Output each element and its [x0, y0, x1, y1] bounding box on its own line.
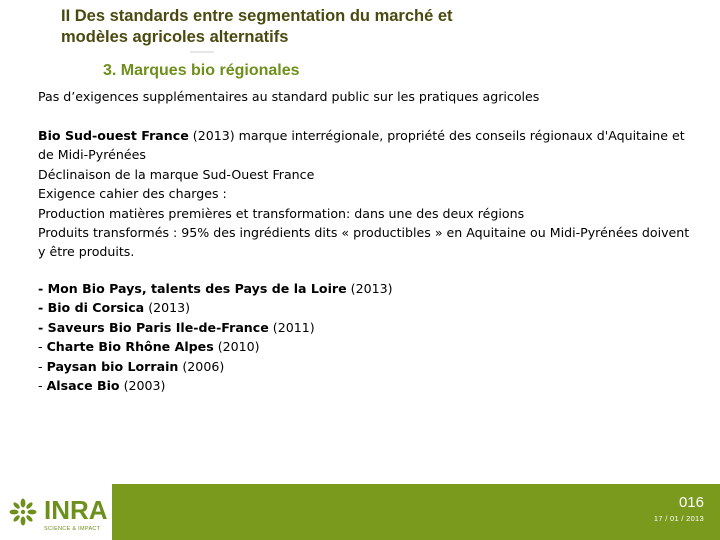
- list-item: [38, 279, 698, 298]
- details-line: Déclinaison de la marque Sud-Ouest France: [38, 166, 315, 182]
- intro-text: Pas d’exigences supplémentaires au standard public sur les pratiques agricoles: [38, 89, 540, 104]
- brand-name: Bio Sud-ouest France: [38, 128, 189, 143]
- brand-desc-text: (2013) marque interrégionale, propriété des conseils régionaux d'Aquitaine et de Midi-Pyrénées: [38, 128, 685, 163]
- list-item: [38, 337, 698, 356]
- inra-logo-tagline: SCIENCE & IMPACT: [44, 526, 101, 532]
- list-item-year: (2011): [268, 319, 315, 335]
- list-item: [38, 298, 698, 317]
- list-item-prefix: -: [38, 358, 47, 374]
- inra-leaf-icon: [8, 497, 38, 527]
- list-item-prefix: -: [38, 300, 48, 316]
- list-item-year: (2006): [178, 358, 225, 374]
- list-item-name: Charte Bio Rhône Alpes: [46, 339, 214, 355]
- details-line: Produits transformés : 95% des ingrédients dits « productibles » en Aquitaine ou Midi-Pyrénées doivent y être produits.: [38, 225, 690, 260]
- list-item-name: Bio di Corsica: [47, 300, 145, 316]
- list-item: [38, 318, 698, 337]
- inra-logo: INRA: [44, 495, 108, 525]
- slide-title: [61, 6, 621, 48]
- list-item-prefix: -: [38, 339, 47, 355]
- slide-title-line-2: modèles agricoles alternatifs: [61, 28, 289, 46]
- list-item: [38, 376, 698, 395]
- title-divider: [190, 51, 214, 53]
- list-item-year: (2013): [346, 281, 393, 296]
- section-subtitle: 3. Marques bio régionales: [103, 62, 300, 79]
- list-item-name: Mon Bio Pays, talents des Pays de la Loire: [47, 281, 347, 296]
- brand-description: [38, 126, 698, 165]
- regional-brands-list: [38, 279, 698, 395]
- list-item: [38, 357, 698, 376]
- page-number: 016: [678, 494, 704, 511]
- list-item-prefix: -: [38, 378, 47, 394]
- slide-date: 17 / 01 / 2013: [653, 514, 704, 523]
- footer-bar: [112, 484, 720, 540]
- details-line: Exigence cahier des charges :: [38, 186, 227, 202]
- details-line: Production matières premières et transformation: dans une des deux régions: [38, 205, 525, 221]
- list-item-year: (2013): [144, 300, 191, 316]
- list-item-prefix: -: [38, 319, 48, 335]
- list-item-prefix: -: [38, 281, 48, 296]
- list-item-name: Saveurs Bio Paris Ile-de-France: [47, 319, 269, 335]
- list-item-year: (2010): [213, 339, 260, 355]
- details-block: [38, 126, 698, 262]
- list-item-name: Paysan bio Lorrain: [46, 358, 179, 374]
- list-item-year: (2003): [119, 378, 166, 394]
- list-item-name: Alsace Bio: [46, 378, 120, 394]
- slide-title-line-1: II Des standards entre segmentation du marché et: [61, 7, 453, 25]
